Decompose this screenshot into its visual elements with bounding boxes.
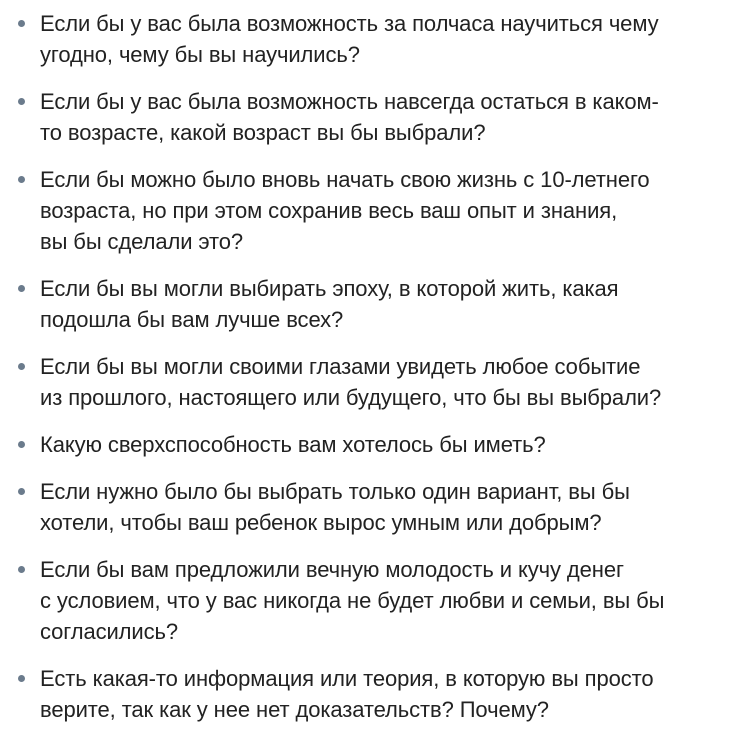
list-item xyxy=(0,164,752,257)
list-item xyxy=(0,273,752,335)
question-text: Если бы вам предложили вечную молодость и кучу денег с условием, что у вас никогда не будет любви и семьи, вы бы согласились? xyxy=(40,557,665,644)
question-list xyxy=(0,8,752,741)
question-text: Какую сверхспособность вам хотелось бы иметь? xyxy=(40,432,546,457)
bullet-dot-icon xyxy=(18,363,25,370)
list-item xyxy=(0,476,752,538)
bullet-dot-icon xyxy=(18,285,25,292)
list-item xyxy=(0,8,752,70)
bullet-dot-icon xyxy=(18,488,25,495)
question-text: Если бы у вас была возможность навсегда остаться в каком- то возрасте, какой возраст вы бы выбрали? xyxy=(40,89,659,145)
list-item xyxy=(0,663,752,725)
list-item xyxy=(0,86,752,148)
question-text: Если бы можно было вновь начать свою жизнь с 10-летнего возраста, но при этом сохранив весь ваш опыт и знания, вы бы сделали это? xyxy=(40,167,650,254)
bullet-dot-icon xyxy=(18,176,25,183)
bullet-dot-icon xyxy=(18,441,25,448)
question-text: Если нужно было бы выбрать только один вариант, вы бы хотели, чтобы ваш ребенок вырос умным или добрым? xyxy=(40,479,630,535)
question-text: Если бы вы могли своими глазами увидеть любое событие из прошлого, настоящего или будущего, что бы вы выбрали? xyxy=(40,354,662,410)
question-text: Есть какая-то информация или теория, в которую вы просто верите, так как у нее нет доказательств? Почему? xyxy=(40,666,654,722)
list-item xyxy=(0,554,752,647)
bullet-dot-icon xyxy=(18,566,25,573)
list-item xyxy=(0,351,752,413)
bullet-dot-icon xyxy=(18,98,25,105)
bullet-dot-icon xyxy=(18,675,25,682)
list-item xyxy=(0,429,752,460)
bullet-dot-icon xyxy=(18,20,25,27)
question-text: Если бы вы могли выбирать эпоху, в которой жить, какая подошла бы вам лучше всех? xyxy=(40,276,619,332)
question-text: Если бы у вас была возможность за полчаса научиться чему угодно, чему бы вы научились? xyxy=(40,11,659,67)
